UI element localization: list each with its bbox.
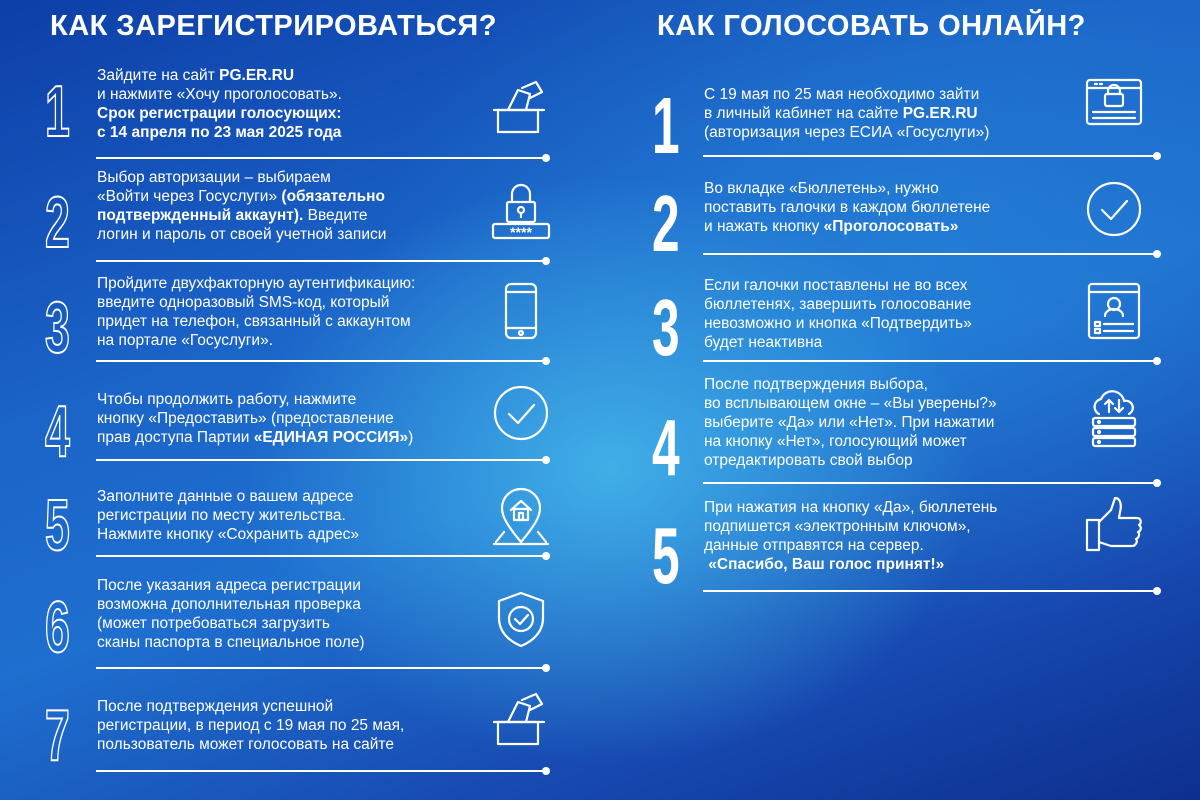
text-line [704, 498, 997, 517]
text-line [704, 536, 997, 555]
left-step-text-4 [97, 390, 413, 447]
left-step-divider-1 [96, 157, 545, 159]
text-segment: Чтобы продолжить работу, нажмите [97, 391, 357, 408]
right-step-divider-4 [703, 482, 1156, 484]
ballot-box-icon [492, 692, 550, 750]
bold-text: (обязательно [281, 188, 385, 205]
text-line [97, 312, 415, 331]
right-step-text-1 [704, 85, 989, 142]
login-window-icon [1085, 76, 1143, 134]
text-segment: кнопку «Предоставить» (предоставление [97, 410, 394, 427]
text-line [704, 85, 989, 104]
text-line [97, 187, 386, 206]
bold-text: PG.ER.RU [902, 105, 978, 122]
text-line [97, 206, 386, 225]
text-segment: После указания адреса регистрации [97, 577, 361, 594]
text-segment: (может потребоваться загрузить [97, 615, 330, 632]
bold-text: PG.ER.RU [219, 67, 295, 84]
text-segment: и нажмите «Хочу проголосовать». [97, 86, 342, 103]
right-step-number-3: 3 [652, 283, 680, 372]
text-segment: регистрации по месту жительства. [97, 507, 346, 524]
bold-text: подтвержденный аккаунт). [97, 207, 304, 224]
text-line [97, 576, 365, 595]
lock-password-icon [492, 180, 550, 238]
text-line [97, 331, 415, 350]
left-step-number-3: 3 [45, 288, 70, 368]
left-step-text-6 [97, 576, 365, 652]
text-segment: Заполните данные о вашем адресе [97, 488, 354, 505]
text-segment: введите одноразовый SMS-код, который [97, 294, 390, 311]
text-segment: Нажмите кнопку «Сохранить адрес» [97, 526, 359, 543]
text-segment: С 19 мая по 25 мая необходимо зайти [704, 86, 980, 103]
text-line [704, 217, 990, 236]
left-step-divider-7 [96, 770, 545, 772]
text-line [704, 555, 997, 574]
text-segment: невозможно и кнопка «Подтвердить» [704, 315, 972, 332]
bold-text: «Проголосовать» [823, 218, 959, 235]
text-segment: отредактировать свой выбор [704, 452, 913, 469]
text-line [704, 276, 972, 295]
text-line [97, 697, 404, 716]
left-step-number-5: 5 [45, 486, 70, 566]
text-segment: регистрации, в период с 19 мая по 25 мая, [97, 717, 405, 734]
cloud-server-icon [1085, 390, 1143, 448]
text-line [97, 614, 365, 633]
text-line [97, 274, 415, 293]
right-step-text-4 [704, 375, 997, 470]
text-segment: Зайдите на сайт [97, 67, 220, 84]
text-line [704, 413, 997, 432]
text-line [97, 525, 359, 544]
left-step-text-1 [97, 66, 342, 142]
left-step-divider-2 [96, 260, 545, 262]
right-step-number-4: 4 [652, 403, 680, 492]
text-segment: Выбор авторизации – выбираем [97, 169, 331, 186]
right-step-divider-5 [703, 590, 1156, 592]
text-line [704, 394, 997, 413]
text-line [97, 168, 386, 187]
text-line [704, 179, 990, 198]
right-step-number-5: 5 [652, 511, 680, 600]
text-line [704, 517, 997, 536]
left-step-number-1: 1 [45, 72, 70, 152]
text-line [97, 293, 415, 312]
right-step-number-2: 2 [652, 179, 680, 268]
text-segment: подпишется «электронным ключом», [704, 518, 971, 535]
text-line [97, 506, 359, 525]
text-line [97, 104, 342, 123]
text-line [97, 123, 342, 142]
text-segment: возможна дополнительная проверка [97, 596, 361, 613]
text-segment: на кнопку «Нет», голосующий может [704, 433, 967, 450]
text-segment: и нажать кнопку [704, 218, 824, 235]
text-line [97, 487, 359, 506]
right-step-text-2 [704, 179, 990, 236]
text-line [97, 735, 404, 754]
text-line [97, 85, 342, 104]
text-segment: Если галочки поставлены не во всех [704, 277, 968, 294]
svg-text:****: **** [510, 224, 532, 240]
left-step-text-2 [97, 168, 386, 244]
text-line [704, 123, 989, 142]
check-circle-icon [1085, 180, 1143, 238]
bold-text: «Спасибо, Ваш голос принят!» [704, 556, 945, 573]
right-title: КАК ГОЛОСОВАТЬ ОНЛАЙН? [657, 10, 1086, 42]
text-segment: логин и пароль от своей учетной записи [97, 226, 387, 243]
text-line [97, 66, 342, 85]
ballot-box-icon [492, 80, 550, 138]
text-line [704, 432, 997, 451]
text-segment: Во вкладке «Бюллетень», нужно [704, 180, 939, 197]
left-step-number-6: 6 [45, 588, 70, 668]
left-title: КАК ЗАРЕГИСТРИРОВАТЬСЯ? [50, 10, 497, 42]
text-segment: в личный кабинет на сайте [704, 105, 903, 122]
text-segment: поставить галочки в каждом бюллетене [704, 199, 991, 216]
right-step-divider-3 [703, 360, 1156, 362]
left-step-divider-6 [96, 667, 545, 669]
text-segment: ) [408, 429, 414, 446]
text-segment: (авторизация через ЕСИА «Госуслуги») [704, 124, 990, 141]
text-line [704, 314, 972, 333]
text-segment: на портале «Госуслуги». [97, 332, 274, 349]
text-segment: После подтверждения успешной [97, 698, 334, 715]
left-step-divider-4 [96, 459, 545, 461]
text-segment: во всплывающем окне – «Вы уверены?» [704, 395, 997, 412]
shield-check-icon [492, 590, 550, 648]
right-step-number-1: 1 [652, 81, 680, 170]
text-line [97, 716, 404, 735]
right-step-divider-2 [703, 253, 1156, 255]
text-line [97, 595, 365, 614]
bold-text: с 14 апреля по 23 мая 2025 года [97, 124, 342, 141]
text-line [97, 633, 365, 652]
text-segment: После подтверждения выбора, [704, 376, 928, 393]
text-line [704, 333, 972, 352]
bold-text: Срок регистрации голосующих: [97, 105, 342, 122]
right-step-text-3 [704, 276, 972, 352]
text-segment: бюллетенях, завершить голосование [704, 296, 972, 313]
right-step-text-5 [704, 498, 997, 574]
text-segment: данные отправятся на сервер. [704, 537, 924, 554]
text-line [97, 225, 386, 244]
text-line [97, 428, 413, 447]
text-segment: При нажатия на кнопку «Да», бюллетень [704, 499, 998, 516]
right-step-divider-1 [703, 155, 1156, 157]
left-step-text-7 [97, 697, 404, 754]
text-line [704, 295, 972, 314]
text-segment: придет на телефон, связанный с аккаунтом [97, 313, 411, 330]
text-line [97, 409, 413, 428]
left-step-number-7: 7 [45, 696, 70, 776]
home-location-icon [492, 486, 550, 544]
text-line [704, 198, 990, 217]
thumbs-up-icon [1085, 496, 1143, 554]
left-step-divider-3 [96, 360, 545, 362]
text-line [704, 375, 997, 394]
left-step-text-3 [97, 274, 415, 350]
smartphone-icon [492, 282, 550, 340]
left-step-text-5 [97, 487, 359, 544]
text-line [704, 451, 997, 470]
text-line [704, 104, 989, 123]
text-line [97, 390, 413, 409]
text-segment: Введите [303, 207, 368, 224]
text-segment: «Войти через Госуслуги» [97, 188, 282, 205]
bold-text: «ЕДИНАЯ РОССИЯ» [253, 429, 409, 446]
text-segment: прав доступа Партии [97, 429, 254, 446]
check-circle-icon [492, 384, 550, 442]
left-step-divider-5 [96, 555, 545, 557]
profile-card-icon [1085, 282, 1143, 340]
text-segment: Пройдите двухфакторную аутентификацию: [97, 275, 416, 292]
text-segment: выберите «Да» или «Нет». При нажатии [704, 414, 995, 431]
text-segment: сканы паспорта в специальное поле) [97, 634, 365, 651]
text-segment: будет неактивна [704, 334, 823, 351]
right-column [600, 0, 1200, 800]
text-segment: пользователь может голосовать на сайте [97, 736, 394, 753]
left-step-number-2: 2 [45, 183, 70, 263]
left-step-number-4: 4 [45, 392, 70, 472]
